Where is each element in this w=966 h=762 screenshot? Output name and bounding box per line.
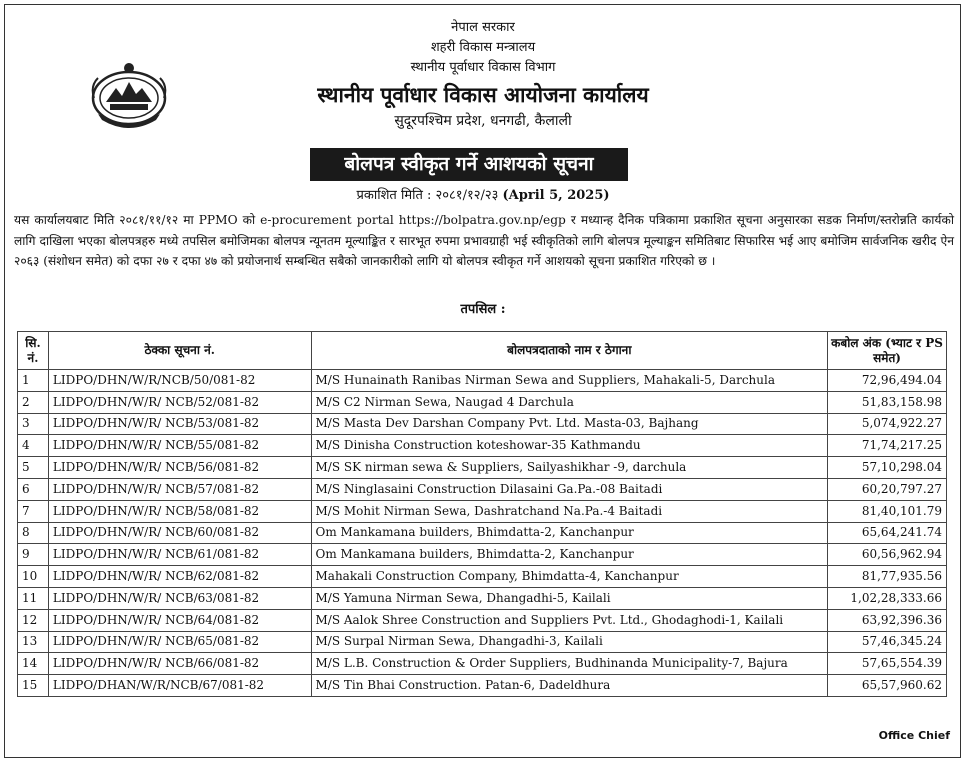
row-bidder: M/S Hunainath Ranibas Nirman Sewa and Suppliers, Mahakali-5, Darchula: [311, 370, 828, 392]
col-notice-no: ठेक्का सूचना नं.: [48, 332, 311, 370]
col-bidder: बोलपत्रदाताको नाम र ठेगाना: [311, 332, 828, 370]
row-amount: 51,83,158.98: [828, 391, 947, 413]
row-amount: 71,74,217.25: [828, 435, 947, 457]
table-header-row: [18, 332, 947, 370]
row-notice-no: LIDPO/DHN/W/R/ NCB/65/081-82: [48, 631, 311, 653]
row-amount: 81,40,101.79: [828, 500, 947, 522]
row-amount: 60,20,797.27: [828, 478, 947, 500]
notice-title: बोलपत्र स्वीकृत गर्ने आशयको सूचना: [310, 148, 628, 181]
row-serial: 13: [18, 631, 49, 653]
table-row: [18, 370, 947, 392]
row-notice-no: LIDPO/DHN/W/R/ NCB/58/081-82: [48, 500, 311, 522]
row-notice-no: LIDPO/DHAN/W/R/NCB/67/081-82: [48, 675, 311, 697]
row-amount: 57,46,345.24: [828, 631, 947, 653]
row-amount: 65,57,960.62: [828, 675, 947, 697]
row-bidder: M/S Ninglasaini Construction Dilasaini Ga.Pa.-08 Baitadi: [311, 478, 828, 500]
row-serial: 12: [18, 609, 49, 631]
row-bidder: M/S Yamuna Nirman Sewa, Dhangadhi-5, Kailali: [311, 587, 828, 609]
row-notice-no: LIDPO/DHN/W/R/ NCB/55/081-82: [48, 435, 311, 457]
row-serial: 15: [18, 675, 49, 697]
row-amount: 72,96,494.04: [828, 370, 947, 392]
table-row: [18, 435, 947, 457]
office-name: स्थानीय पूर्वाधार विकास आयोजना कार्यालय: [317, 82, 649, 107]
row-amount: 60,56,962.94: [828, 544, 947, 566]
row-notice-no: LIDPO/DHN/W/R/ NCB/52/081-82: [48, 391, 311, 413]
row-bidder: M/S Dinisha Construction koteshowar-35 Kathmandu: [311, 435, 828, 457]
table-row: [18, 609, 947, 631]
row-amount: 1,02,28,333.66: [828, 587, 947, 609]
publication-date: [0, 186, 966, 206]
government-name: नेपाल सरकार: [451, 20, 515, 35]
table-row: [18, 675, 947, 697]
publication-date-label: प्रकाशित मिति : २०८१/१२/२३: [356, 188, 499, 203]
detail-heading: तपसिल :: [460, 302, 506, 317]
row-notice-no: LIDPO/DHN/W/R/NCB/50/081-82: [48, 370, 311, 392]
col-serial: सि. नं.: [18, 332, 49, 370]
row-notice-no: LIDPO/DHN/W/R/ NCB/61/081-82: [48, 544, 311, 566]
row-bidder: Om Mankamana builders, Bhimdatta-2, Kanchanpur: [311, 522, 828, 544]
row-serial: 14: [18, 653, 49, 675]
table-body: [18, 370, 947, 697]
table-row: [18, 653, 947, 675]
table-row: [18, 413, 947, 435]
department-name: स्थानीय पूर्वाधार विकास विभाग: [410, 60, 556, 75]
table-row: [18, 391, 947, 413]
row-serial: 8: [18, 522, 49, 544]
notice-body: यस कार्यालयबाट मिति २०८१/११/१२ मा PPMO को e-procurement portal https://bolpatra.gov.np/egp र मध्यान्ह दैनिक पत्रिकामा प्रकाशित सूचना अनुसारका सडक निर्माण/स्तरोन्नति कार्यको लागि दाखिला भएका बोलपत्रहरु मध्ये तपसिल बमोजिमका बोलपत्र न्यूनतम मूल्याङ्कित र सारभूत रुपमा प्रभावग्राही भई स्वीकृतिको लागि बोलपत्र मूल्याङ्कन समितिबाट सिफारिस भई आए बमोजिम सार्वजनिक खरीद ऐन २०६३ (संशोधन समेत) को दफा २७ र दफा ४७ को प्रयोजनार्थ सम्बन्धित सबैको जानकारीको लागि यो बोलपत्र स्वीकृत गर्ने आशयको सूचना प्रकाशित गरिएको छ ।: [14, 213, 954, 268]
letterhead: [0, 18, 966, 132]
row-amount: 81,77,935.56: [828, 566, 947, 588]
row-notice-no: LIDPO/DHN/W/R/ NCB/66/081-82: [48, 653, 311, 675]
row-bidder: Om Mankamana builders, Bhimdatta-2, Kanchanpur: [311, 544, 828, 566]
row-serial: 5: [18, 457, 49, 479]
ministry-name: शहरी विकास मन्त्रालय: [430, 40, 536, 55]
row-bidder: Mahakali Construction Company, Bhimdatta-4, Kanchanpur: [311, 566, 828, 588]
publication-date-en: (April 5, 2025): [502, 188, 610, 203]
row-serial: 10: [18, 566, 49, 588]
row-notice-no: LIDPO/DHN/W/R/ NCB/56/081-82: [48, 457, 311, 479]
table-row: [18, 522, 947, 544]
row-bidder: M/S SK nirman sewa & Suppliers, Sailyashikhar -9, darchula: [311, 457, 828, 479]
row-bidder: M/S Tin Bhai Construction. Patan-6, Dadeldhura: [311, 675, 828, 697]
row-serial: 6: [18, 478, 49, 500]
table-row: [18, 500, 947, 522]
row-serial: 3: [18, 413, 49, 435]
table-row: [18, 544, 947, 566]
tender-table: [17, 331, 947, 697]
row-amount: 57,10,298.04: [828, 457, 947, 479]
row-amount: 57,65,554.39: [828, 653, 947, 675]
row-notice-no: LIDPO/DHN/W/R/ NCB/53/081-82: [48, 413, 311, 435]
table-row: [18, 631, 947, 653]
row-amount: 65,64,241.74: [828, 522, 947, 544]
row-serial: 2: [18, 391, 49, 413]
row-bidder: M/S Aalok Shree Construction and Suppliers Pvt. Ltd., Ghodaghodi-1, Kailali: [311, 609, 828, 631]
row-bidder: M/S Mohit Nirman Sewa, Dashratchand Na.Pa.-4 Baitadi: [311, 500, 828, 522]
row-amount: 5,074,922.27: [828, 413, 947, 435]
table-row: [18, 566, 947, 588]
row-notice-no: LIDPO/DHN/W/R/ NCB/64/081-82: [48, 609, 311, 631]
row-serial: 11: [18, 587, 49, 609]
row-serial: 4: [18, 435, 49, 457]
row-bidder: M/S L.B. Construction & Order Suppliers, Budhinanda Municipality-7, Bajura: [311, 653, 828, 675]
office-address: सुदूरपश्चिम प्रदेश, धनगढी, कैलाली: [394, 113, 572, 129]
col-amount: कबोल अंक (भ्याट र PS समेत): [828, 332, 947, 370]
row-bidder: M/S C2 Nirman Sewa, Naugad 4 Darchula: [311, 391, 828, 413]
row-serial: 7: [18, 500, 49, 522]
row-notice-no: LIDPO/DHN/W/R/ NCB/62/081-82: [48, 566, 311, 588]
table-row: [18, 478, 947, 500]
row-bidder: M/S Masta Dev Darshan Company Pvt. Ltd. Masta-03, Bajhang: [311, 413, 828, 435]
row-serial: 9: [18, 544, 49, 566]
row-notice-no: LIDPO/DHN/W/R/ NCB/60/081-82: [48, 522, 311, 544]
row-notice-no: LIDPO/DHN/W/R/ NCB/57/081-82: [48, 478, 311, 500]
table-row: [18, 587, 947, 609]
office-chief-signature: Office Chief: [878, 729, 950, 742]
row-notice-no: LIDPO/DHN/W/R/ NCB/63/081-82: [48, 587, 311, 609]
row-serial: 1: [18, 370, 49, 392]
table-row: [18, 457, 947, 479]
row-bidder: M/S Surpal Nirman Sewa, Dhangadhi-3, Kailali: [311, 631, 828, 653]
row-amount: 63,92,396.36: [828, 609, 947, 631]
